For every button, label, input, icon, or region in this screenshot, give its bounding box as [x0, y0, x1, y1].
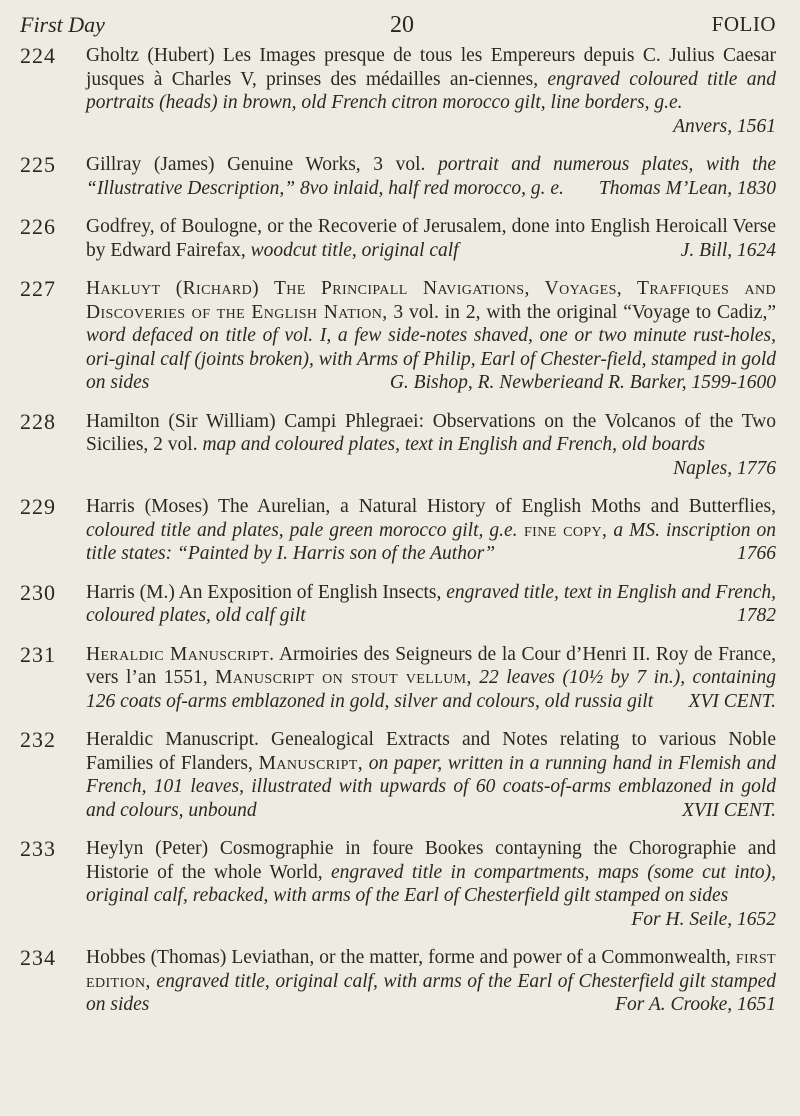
lot-text-segment: Harris (Moses) The Aurelian, a Natural History of English Moths and Butterflies,	[86, 496, 776, 517]
lot-number: 233	[20, 836, 56, 861]
format-label: FOLIO	[711, 12, 776, 36]
lot-description	[86, 410, 776, 481]
day-label: First Day	[20, 12, 105, 37]
lot-imprint: Thomas M’Lean, 1830	[598, 177, 776, 199]
lot-text-segment: engraved title, text in English and French, coloured plates, old calf gilt	[86, 581, 776, 626]
lot-entry	[20, 728, 776, 822]
lot-number: 232	[20, 727, 56, 752]
lot-text-segment: 3 vol. in 2, with the original “Voyage to Cadiz,”	[387, 301, 776, 323]
lot-text-segment: engraved coloured title and portraits (heads) in brown, old French citron morocco gilt, line borders, g.e.	[86, 68, 776, 113]
lot-text-segment: Heylyn (Peter) Cosmographie in foure Bookes contayning the Chorographie and Historie of the whole World,	[86, 838, 776, 883]
lot-number: 224	[20, 43, 56, 68]
lot-imprint: Anvers, 1561	[673, 115, 776, 137]
lot-imprint: For H. Seile, 1652	[631, 908, 776, 930]
lot-imprint: For A. Crooke, 1651	[615, 994, 776, 1015]
lot-text-segment: Godfrey, of Boulogne, or the Recoverie of Jerusalem, done into English Heroicall Verse by Edward Fairefax,	[86, 216, 776, 261]
lot-text-segment: Gillray (James) Genuine Works, 3 vol.	[86, 154, 439, 175]
page-header	[20, 10, 776, 44]
lot-entry	[20, 837, 776, 931]
lot-imprint: XVII CENT.	[682, 799, 776, 821]
lot-text-segment: first edition,	[86, 947, 776, 992]
lot-imprint: XVI CENT.	[688, 690, 776, 712]
lot-number: 225	[20, 152, 56, 177]
lot-text-segment: Manuscript,	[258, 752, 363, 774]
lot-number: 226	[20, 214, 56, 239]
lot-text-segment: Hamilton (Sir William) Campi Phlegraei: Observations on the Volcanos of the Two Sicilies, 2 vol.	[86, 410, 776, 455]
lot-entry	[20, 215, 776, 262]
lot-text-segment: engraved title, original calf, with arms of the Earl of Chesterfield gilt stamped on sides	[86, 970, 776, 1015]
lot-number: 228	[20, 408, 56, 434]
lot-entry	[20, 495, 776, 566]
lot-text-segment: portrait and numerous plates, with the “Illustrative Description,” 8vo inlaid, half red morocco, g. e.	[86, 154, 776, 199]
lot-description	[86, 277, 776, 395]
lot-description	[86, 495, 776, 566]
lot-imprint: 1766	[737, 543, 776, 564]
lot-description	[86, 643, 776, 714]
lot-text-segment: on paper, written in a running hand in Flemish and French, 101 leaves, illustrated with upwards of 60 coats-of-arms emblazoned in gold and colours, unbound	[86, 752, 776, 821]
lot-text-segment: Harris (M.) An Exposition of English Insects,	[86, 581, 447, 603]
lot-entry	[20, 277, 776, 395]
lot-number: 227	[20, 276, 56, 301]
lot-number: 234	[20, 945, 56, 970]
lot-entry	[20, 153, 776, 200]
lot-description	[86, 44, 776, 138]
lot-imprint: G. Bishop, R. Newberieand R. Barker, 1599-1600	[389, 372, 776, 393]
lot-text-segment: map and coloured plates, text in English and French, old boards	[202, 434, 706, 455]
lot-entry	[20, 44, 776, 138]
lot-text-segment: a MS. inscription on title states: “Painted by I. Harris son of the Author”	[86, 519, 776, 564]
lot-text-segment: Manuscript on stout vellum,	[215, 667, 472, 688]
lot-entry	[20, 410, 776, 481]
lot-imprint: J. Bill, 1624	[680, 239, 776, 261]
lot-text-segment: Gholtz (Hubert) Les Images presque de tous les Empereurs depuis C. Julius Caesar jusques à Charles V, prinses des médailles an-ciennes,	[86, 45, 776, 90]
lot-entry	[20, 581, 776, 628]
lot-imprint: Naples, 1776	[673, 457, 776, 479]
lot-text-segment: woodcut title, original calf	[250, 239, 459, 261]
lot-description	[86, 946, 776, 1017]
lot-number: 229	[20, 494, 56, 519]
lot-text-segment: Heraldic Manuscript.	[86, 643, 275, 665]
lot-description	[86, 728, 776, 822]
page-number: 20	[390, 12, 414, 38]
lot-text-segment: fine copy,	[517, 519, 608, 541]
lot-text-segment: engraved title in compartments, maps (some cut into), original calf, rebacked, with arms of the Earl of Chesterfield gilt stamped on sides	[86, 861, 776, 906]
lot-text-segment: coloured title and plates, pale green morocco gilt, g.e.	[86, 519, 518, 541]
lot-text-segment: 22 leaves (10½ by 7 in.), containing 126 coats of-arms emblazoned in gold, silver and colours, old russia gilt	[86, 667, 776, 712]
lot-entry	[20, 946, 776, 1017]
lot-text-segment: Armoiries des Seigneurs de la Cour d’Henri II. Roy de France, vers l’an 1551,	[86, 643, 776, 688]
lot-description	[86, 581, 776, 628]
lot-entry	[20, 643, 776, 714]
lot-description	[86, 215, 776, 262]
lot-description	[86, 153, 776, 200]
lot-list	[20, 44, 776, 1017]
lot-text-segment: Heraldic Manuscript. Genealogical Extracts and Notes relating to various Noble Families of Flanders,	[86, 729, 776, 774]
lot-imprint: 1782	[737, 605, 776, 626]
lot-text-segment: Hakluyt (Richard) The Principall Navigations, Voyages, Traffiques and Discoveries of the English Nation,	[86, 278, 776, 323]
lot-text-segment: Hobbes (Thomas) Leviathan, or the matter, forme and power of a Commonwealth,	[86, 947, 736, 968]
lot-number: 231	[20, 641, 56, 667]
lot-description	[86, 837, 776, 931]
lot-number: 230	[20, 579, 56, 605]
lot-text-segment: word defaced on title of vol. I, a few side-notes shaved, one or two minute rust-holes, ori-ginal calf (joints broken), with Arms of Philip, Earl of Chester-field, stamped in gold on sides	[86, 325, 776, 393]
